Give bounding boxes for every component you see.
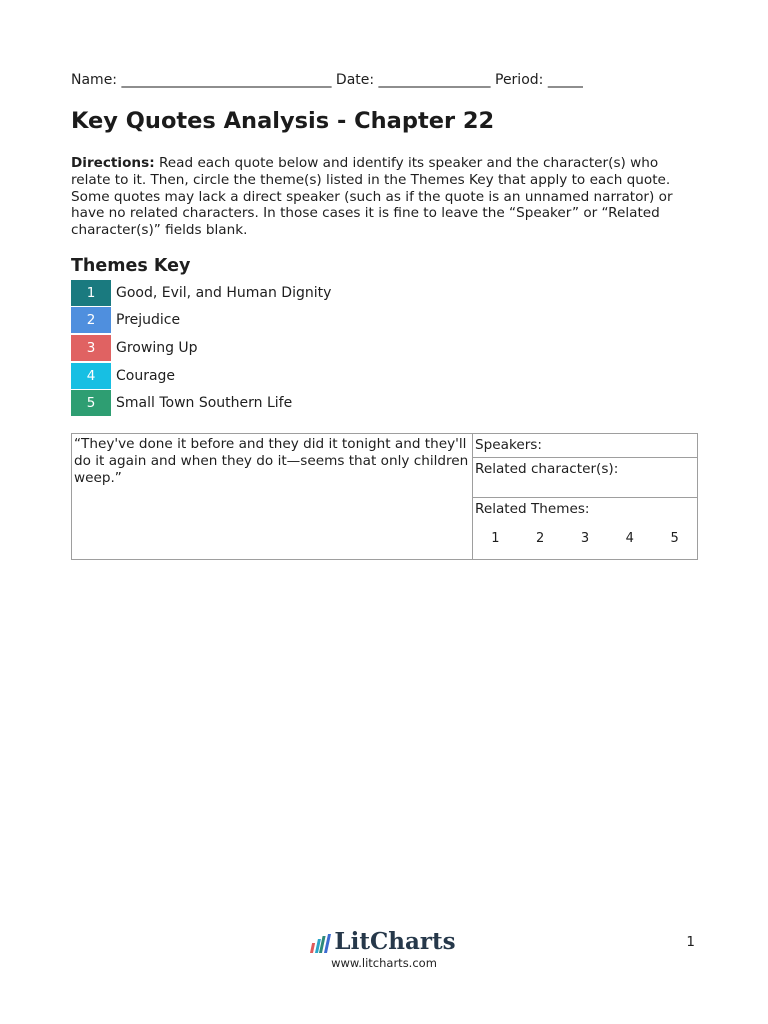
theme-choice-2[interactable]: 2 [536,531,545,546]
theme-choice-5[interactable]: 5 [670,531,679,546]
quote-analysis-table [71,433,698,560]
theme-label: Growing Up [116,339,198,356]
logo-row [312,928,455,956]
directions-text: Read each quote below and identify its speaker and the character(s) who relate to it. Then, circle the theme(s) listed in the Themes Key that apply to each quote. Some quotes may lack a direct speaker (such as if the quote is an unnamed narrator) or have no related characters. In those cases it is fine to leave the “Speaker” or “Related character(s)” fields blank. [71,155,673,239]
logo-wordmark: LitCharts [334,928,456,955]
logo-bars-icon [310,934,332,953]
theme-number-badge: 2 [71,307,111,333]
related-themes-label: Related Themes: [475,501,590,517]
theme-label: Courage [116,367,176,384]
page-number: 1 [686,934,695,950]
student-info-line: Name: ______________________________ Date: ________________ Period: _____ [71,72,583,88]
theme-number-badge: 1 [71,280,111,306]
row-divider [473,457,697,458]
theme-number-badge: 4 [71,363,111,389]
theme-choice-4[interactable]: 4 [625,531,634,546]
theme-choice-3[interactable]: 3 [580,531,590,546]
theme-item [71,389,331,417]
theme-label: Prejudice [116,312,181,329]
theme-label: Small Town Southern Life [116,395,293,412]
related-characters-field[interactable]: Related character(s): [475,461,619,477]
theme-choices [473,531,697,546]
directions-paragraph [71,155,697,239]
theme-choice-1[interactable]: 1 [491,531,500,546]
theme-label: Good, Evil, and Human Dignity [116,284,332,301]
theme-number-badge: 3 [71,335,111,361]
speakers-field[interactable]: Speakers: [475,437,542,453]
theme-item [71,307,331,335]
footer-url: www.litcharts.com [331,956,437,970]
page-title: Key Quotes Analysis - Chapter 22 [71,108,495,134]
quote-text: “They've done it before and they did it tonight and they'll do it again and when they do it—seems that only children weep.” [74,436,469,486]
theme-item [71,362,331,390]
theme-number-badge: 5 [71,390,111,416]
themes-key-heading: Themes Key [71,256,191,276]
themes-key-list [71,279,331,417]
theme-item [71,334,331,362]
row-divider [473,497,697,498]
directions-label: Directions: [71,155,155,171]
theme-item [71,279,331,307]
litcharts-logo [0,928,768,970]
